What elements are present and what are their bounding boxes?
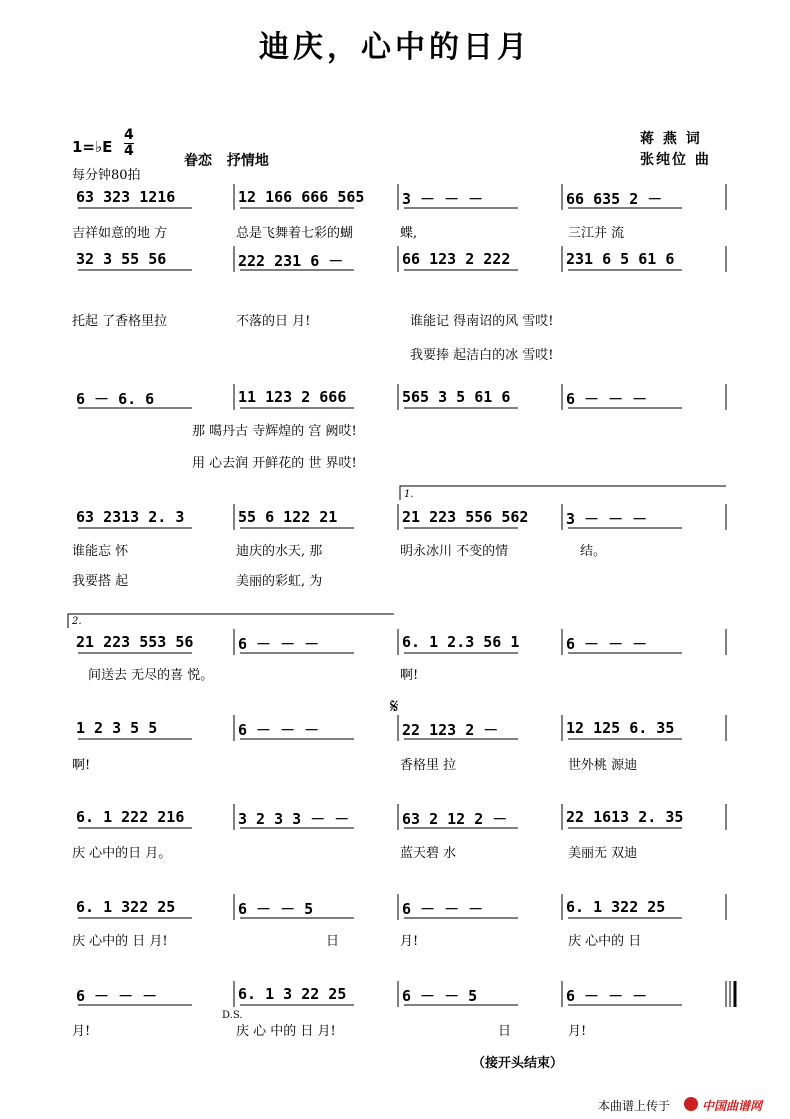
measure-notes: 6. 1 2.3 56 1	[402, 633, 520, 651]
time-signature-bottom: 4	[124, 143, 134, 159]
measure-notes: 222 231 6 －	[238, 252, 344, 270]
measure-notes: 12 125 6. 35	[566, 719, 675, 737]
measure-notes: 231 6 5 61 6	[566, 250, 675, 268]
site-logo-icon	[684, 1097, 698, 1111]
page-title: 迪庆，心中的日月	[259, 30, 531, 65]
measure-notes: 6. 1 222 216	[76, 808, 185, 826]
measure-notes: 565 3 5 61 6	[402, 388, 511, 406]
lyricist-credit: 蒋 燕 词	[640, 131, 702, 147]
time-signature-top: 4	[124, 127, 134, 143]
measure-notes: 66 635 2 －	[566, 190, 663, 208]
measure-notes: 11 123 2 666	[238, 388, 347, 406]
lyric-text: 我要搭 起	[72, 574, 129, 589]
lyric-text: 庆 心中的 日 月!	[72, 934, 168, 949]
lyric-text: 月!	[568, 1024, 587, 1039]
lyric-text: 托起 了香格里拉	[72, 314, 168, 329]
measure-notes: 6 － 6. 6	[76, 390, 155, 408]
lyric-text: 明永冰川 不变的情	[400, 544, 509, 559]
lyric-text: 啊!	[72, 758, 91, 773]
lyric-text: 不落的日 月!	[236, 314, 311, 329]
measure-notes: 32 3 55 56	[76, 250, 167, 268]
lyric-text: 庆 心 中的 日 月!	[236, 1024, 336, 1039]
measure-notes: 21 223 553 56	[76, 633, 194, 651]
measure-notes: 6 － － －	[76, 987, 158, 1005]
lyric-text: 间送去 无尽的喜 悦。	[88, 668, 214, 683]
lyric-text: 庆 心中的 日	[568, 934, 642, 949]
measure-notes: 3 － － －	[566, 510, 648, 528]
expression-marking: 眷恋 抒情地	[184, 153, 269, 169]
lyric-text: 那 噶丹古 寺辉煌的 宫 阙哎!	[192, 424, 357, 439]
lyric-text: 三江并 流	[568, 226, 625, 241]
lyric-text: 月!	[400, 934, 419, 949]
lyric-text: 吉祥如意的地 方	[72, 226, 168, 241]
first-ending-bracket	[400, 486, 726, 500]
lyric-text: 香格里 拉	[400, 758, 457, 773]
footer-upload-text: 本曲谱上传于	[598, 1099, 671, 1113]
measure-notes: 6 － － －	[238, 635, 320, 653]
segno-icon: 𝄋	[390, 694, 399, 718]
measure-notes: 6. 1 322 25	[76, 898, 176, 916]
composer-credit: 张纯位 曲	[640, 152, 711, 168]
ending-note: （接开头结束）	[472, 1056, 564, 1071]
measure-notes: 12 166 666 565	[238, 188, 365, 206]
measure-notes: 22 123 2 －	[402, 721, 499, 739]
ds-marking: D.S.	[222, 1010, 243, 1021]
measure-notes: 6 － － 5	[238, 900, 314, 918]
first-ending-number: 1.	[404, 489, 414, 500]
measure-notes: 1 2 3 5 5	[76, 719, 158, 737]
lyric-text: 庆 心中的日 月。	[72, 846, 172, 861]
lyric-text: 日	[498, 1024, 512, 1039]
lyric-text: 月!	[72, 1024, 91, 1039]
measure-notes: 6 － － －	[238, 721, 320, 739]
lyric-text: 美丽无 双迪	[568, 846, 638, 861]
measure-notes: 63 2313 2. 3	[76, 508, 185, 526]
lyric-text: 迪庆的水天, 那	[236, 544, 323, 559]
tempo-marking: 每分钟80拍	[72, 168, 141, 183]
measure-notes: 6 － － －	[402, 900, 484, 918]
second-ending-number: 2.	[72, 616, 82, 627]
lyric-text: 总是飞舞着七彩的蝴	[236, 226, 354, 241]
measure-notes: 3 － － －	[402, 190, 484, 208]
measure-notes: 6 － － 5	[402, 987, 478, 1005]
footer-site-name: 中国曲谱网	[702, 1099, 763, 1113]
lyric-text: 用 心去润 开鲜花的 世 界哎!	[192, 456, 357, 471]
lyric-text: 我要捧 起洁白的冰 雪哎!	[410, 348, 554, 363]
lyric-text: 世外桃 源迪	[568, 758, 638, 773]
measure-notes: 63 323 1216	[76, 188, 176, 206]
measure-notes: 3 2 3 3 － －	[238, 810, 350, 828]
measure-notes: 55 6 122 21	[238, 508, 338, 526]
measure-notes: 6 － － －	[566, 987, 648, 1005]
measure-notes: 6 － － －	[566, 635, 648, 653]
key-signature: 1=♭E	[72, 138, 113, 156]
measure-notes: 63 2 12 2 －	[402, 810, 508, 828]
second-ending-bracket	[68, 614, 394, 628]
measure-notes: 6 － － －	[566, 390, 648, 408]
lyric-text: 美丽的彩虹, 为	[236, 574, 323, 589]
lyric-text: 日	[326, 934, 340, 949]
measure-notes: 21 223 556 562	[402, 508, 529, 526]
lyric-text: 蓝天碧 水	[400, 846, 457, 861]
lyric-text: 结。	[580, 544, 607, 559]
measure-notes: 6. 1 3 22 25	[238, 985, 347, 1003]
lyric-text: 谁能记 得南诏的风 雪哎!	[410, 314, 554, 329]
measure-notes: 6. 1 322 25	[566, 898, 666, 916]
lyric-text: 蝶,	[400, 226, 418, 241]
measure-notes: 22 1613 2. 35	[566, 808, 684, 826]
lyric-text: 啊!	[400, 668, 419, 683]
measure-notes: 66 123 2 222	[402, 250, 511, 268]
lyric-text: 谁能忘 怀	[72, 544, 129, 559]
